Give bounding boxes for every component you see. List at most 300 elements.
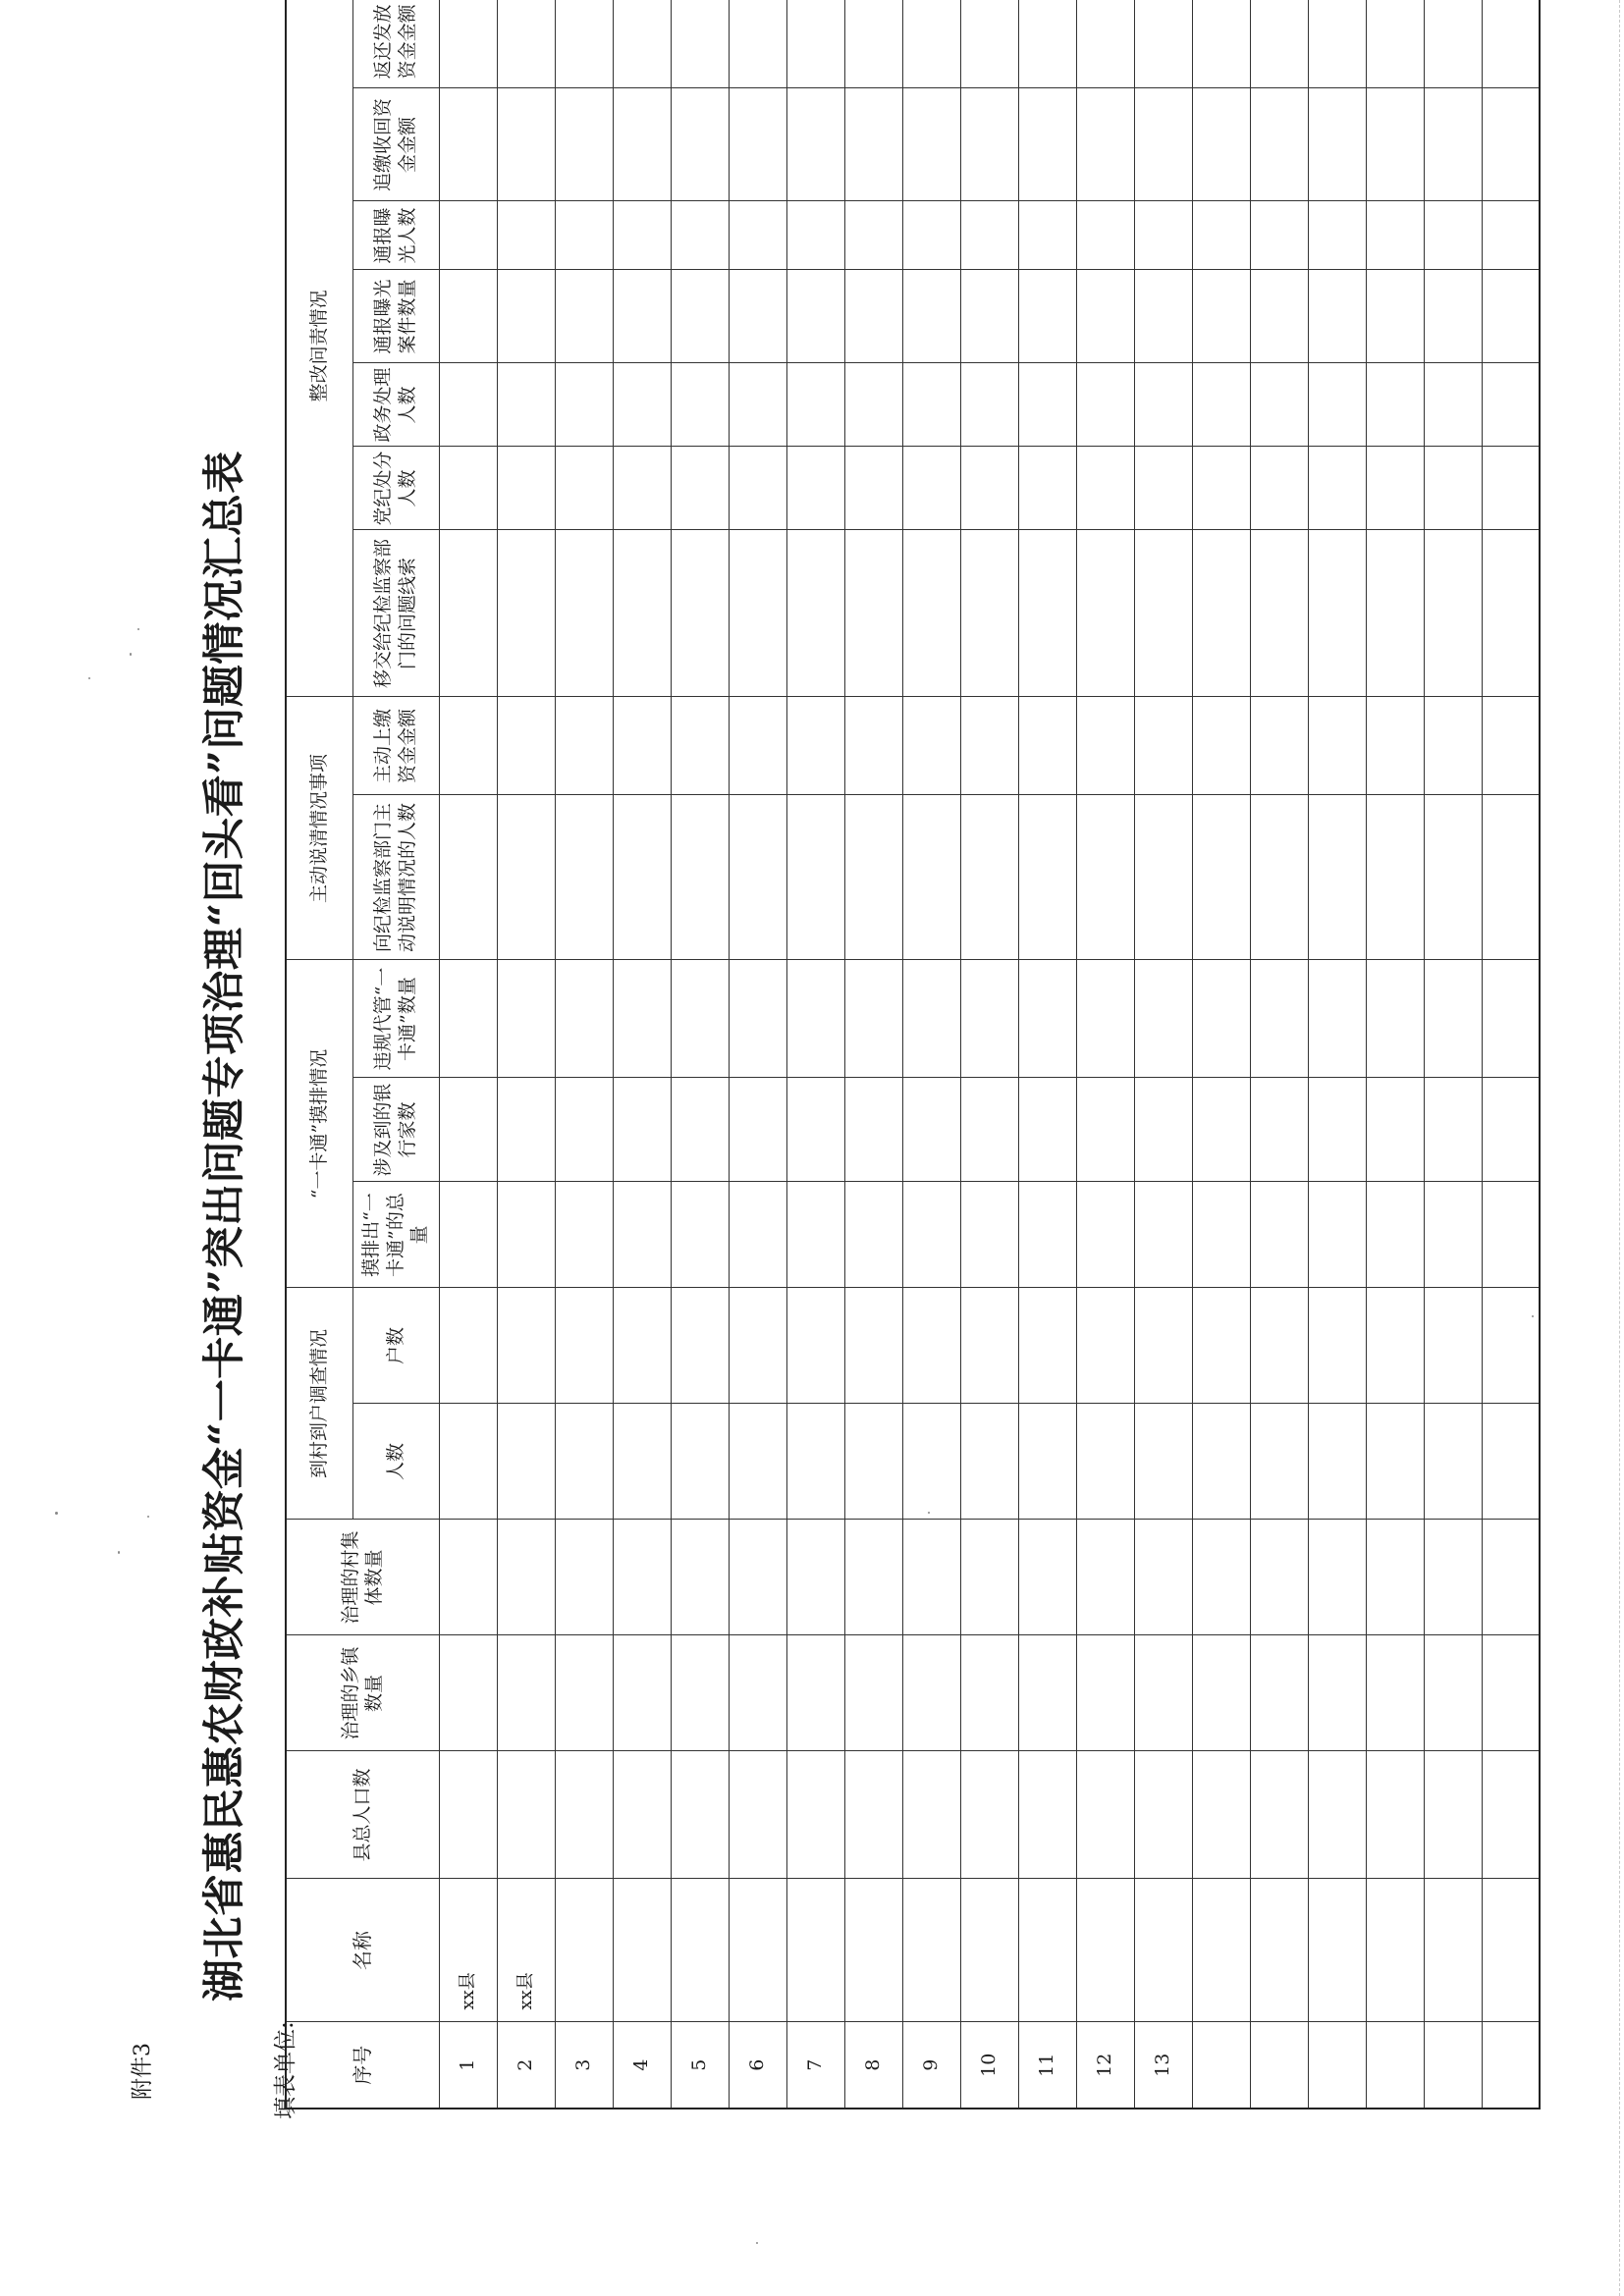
cell-empty [497, 1288, 555, 1404]
cell-empty [1076, 1288, 1134, 1404]
cell-empty [1308, 1520, 1366, 1635]
cell-empty [960, 447, 1018, 530]
cell-empty [613, 1635, 671, 1751]
scan-speck [118, 1551, 120, 1554]
table-row [1018, 0, 1076, 2109]
cell-empty [1366, 270, 1424, 363]
cell-empty [497, 201, 555, 270]
cell-empty [439, 795, 497, 960]
cell-empty [1308, 530, 1366, 697]
cell-empty [613, 88, 671, 201]
cell-empty [960, 530, 1018, 697]
cell-name [1134, 1879, 1192, 2022]
cell-empty [786, 960, 844, 1078]
cell-empty [1250, 447, 1308, 530]
cell-empty [1482, 363, 1540, 447]
cell-empty [555, 270, 613, 363]
cell-empty [1076, 1078, 1134, 1182]
cell-empty [497, 697, 555, 795]
cell-empty [729, 1288, 786, 1404]
cell-empty [902, 363, 960, 447]
cell-empty [555, 0, 613, 88]
cell-empty [1076, 201, 1134, 270]
table-row [1482, 0, 1540, 2109]
cell-empty [902, 88, 960, 201]
cell-empty [671, 1288, 729, 1404]
cell-empty [1308, 1078, 1366, 1182]
cell-empty [902, 1404, 960, 1520]
col-header-transferred-clues: 移交给纪检监察部门的问题线索 [352, 530, 439, 697]
cell-empty [1308, 363, 1366, 447]
cell-empty [844, 1635, 902, 1751]
cell-empty [786, 201, 844, 270]
cell-empty [1018, 530, 1076, 697]
cell-empty [844, 1078, 902, 1182]
cell-empty [1482, 697, 1540, 795]
table-row [613, 0, 671, 2109]
cell-empty [613, 1078, 671, 1182]
col-header-explanation-people: 向纪检监察部门主动说明情况的人数 [352, 795, 439, 960]
cell-empty [613, 1404, 671, 1520]
cell-empty [671, 363, 729, 447]
cell-empty [1424, 1635, 1482, 1751]
cell-empty [1134, 1520, 1192, 1635]
group-header-rectification: 整改问责情况 [286, 0, 352, 697]
cell-empty [613, 447, 671, 530]
cell-empty [1192, 1182, 1250, 1288]
cell-empty [960, 960, 1018, 1078]
cell-empty [902, 201, 960, 270]
cell-empty [1424, 201, 1482, 270]
cell-empty [1134, 363, 1192, 447]
cell-empty [786, 530, 844, 697]
cell-empty [1076, 1635, 1134, 1751]
cell-empty [786, 0, 844, 88]
cell-empty [439, 1751, 497, 1879]
cell-empty [1018, 201, 1076, 270]
cell-empty [671, 447, 729, 530]
summary-table [285, 0, 1541, 2109]
cell-empty [844, 447, 902, 530]
col-header-explanation-funds: 主动上缴资金金额 [352, 697, 439, 795]
cell-empty [960, 1520, 1018, 1635]
cell-empty [1250, 1288, 1308, 1404]
cell-empty [960, 697, 1018, 795]
cell-empty [1366, 1182, 1424, 1288]
cell-empty [1018, 1078, 1076, 1182]
scan-speck [137, 628, 139, 630]
cell-name [786, 1879, 844, 2022]
cell-empty [555, 1635, 613, 1751]
cell-name [1192, 1879, 1250, 2022]
cell-empty [1250, 960, 1308, 1078]
cell-empty [1076, 270, 1134, 363]
cell-seq: 5 [671, 2022, 729, 2109]
cell-empty [729, 530, 786, 697]
cell-name [960, 1879, 1018, 2022]
cell-seq: 7 [786, 2022, 844, 2109]
cell-empty [1424, 1182, 1482, 1288]
cell-empty [729, 88, 786, 201]
table-row [844, 0, 902, 2109]
cell-empty [1076, 88, 1134, 201]
attachment-label: 附件3 [131, 2043, 155, 2100]
cell-empty [497, 1635, 555, 1751]
cell-empty [729, 0, 786, 88]
cell-empty [1134, 1288, 1192, 1404]
cell-empty [1134, 697, 1192, 795]
cell-empty [1366, 1078, 1424, 1182]
cell-empty [555, 795, 613, 960]
cell-empty [1250, 1520, 1308, 1635]
group-header-voluntary-explanation: 主动说清情况事项 [286, 697, 352, 960]
cell-empty [960, 1404, 1018, 1520]
cell-empty [786, 697, 844, 795]
cell-empty [1192, 201, 1250, 270]
cell-seq: 1 [439, 2022, 497, 2109]
cell-empty [786, 1520, 844, 1635]
table-row [1076, 0, 1134, 2109]
scan-speck [756, 2242, 758, 2244]
cell-empty [497, 1182, 555, 1288]
cell-empty [786, 1078, 844, 1182]
cell-empty [1482, 530, 1540, 697]
table-row [555, 0, 613, 2109]
cell-name [729, 1879, 786, 2022]
cell-empty [844, 795, 902, 960]
cell-empty [1366, 530, 1424, 697]
cell-empty [671, 697, 729, 795]
col-header-county-population: 县总人口数 [286, 1751, 439, 1879]
cell-empty [613, 1182, 671, 1288]
cell-seq: 11 [1018, 2022, 1076, 2109]
cell-empty [1366, 1635, 1424, 1751]
cell-empty [1018, 697, 1076, 795]
cell-empty [729, 363, 786, 447]
cell-empty [497, 363, 555, 447]
cell-empty [555, 1751, 613, 1879]
cell-empty [1482, 201, 1540, 270]
cell-empty [844, 1520, 902, 1635]
table-row [439, 0, 497, 2109]
cell-name [902, 1879, 960, 2022]
cell-empty [1424, 1520, 1482, 1635]
cell-empty [729, 447, 786, 530]
cell-empty [1366, 363, 1424, 447]
cell-empty [960, 270, 1018, 363]
cell-empty [1308, 0, 1366, 88]
cell-empty [439, 1520, 497, 1635]
cell-seq: 2 [497, 2022, 555, 2109]
cell-empty [844, 1404, 902, 1520]
cell-empty [1366, 88, 1424, 201]
cell-empty [1250, 530, 1308, 697]
cell-empty [729, 1182, 786, 1288]
cell-empty [1250, 88, 1308, 201]
cell-empty [671, 201, 729, 270]
cell-empty [671, 1404, 729, 1520]
cell-empty [960, 88, 1018, 201]
cell-empty [555, 363, 613, 447]
cell-empty [786, 447, 844, 530]
cell-empty [1424, 1288, 1482, 1404]
cell-empty [1308, 1751, 1366, 1879]
cell-empty [729, 1520, 786, 1635]
cell-empty [613, 1520, 671, 1635]
cell-empty [1018, 1635, 1076, 1751]
cell-empty [902, 447, 960, 530]
cell-empty [1134, 447, 1192, 530]
cell-empty [786, 363, 844, 447]
cell-empty [1308, 1288, 1366, 1404]
cell-empty [1308, 697, 1366, 795]
cell-empty [1308, 447, 1366, 530]
cell-empty [439, 447, 497, 530]
cell-seq: 10 [960, 2022, 1018, 2109]
cell-empty [1366, 201, 1424, 270]
cell-empty [786, 1288, 844, 1404]
cell-empty [439, 270, 497, 363]
cell-empty [613, 270, 671, 363]
cell-empty [613, 697, 671, 795]
table-row [729, 0, 786, 2109]
table-row [1366, 0, 1424, 2109]
cell-empty [1424, 960, 1482, 1078]
cell-empty [671, 1078, 729, 1182]
cell-empty [497, 1404, 555, 1520]
cell-empty [555, 201, 613, 270]
cell-seq [1250, 2022, 1308, 2109]
cell-empty [439, 960, 497, 1078]
cell-empty [729, 1078, 786, 1182]
cell-empty [1076, 697, 1134, 795]
cell-seq [1366, 2022, 1424, 2109]
cell-empty [1308, 1635, 1366, 1751]
cell-empty [960, 795, 1018, 960]
cell-empty [439, 88, 497, 201]
cell-empty [902, 0, 960, 88]
cell-empty [1482, 1635, 1540, 1751]
cell-name [1424, 1879, 1482, 2022]
cell-empty [1424, 270, 1482, 363]
cell-empty [844, 530, 902, 697]
cell-name: xx县 [497, 1879, 555, 2022]
cell-empty [439, 0, 497, 88]
cell-empty [1134, 1751, 1192, 1879]
cell-empty [786, 1404, 844, 1520]
cell-empty [844, 0, 902, 88]
cell-empty [613, 363, 671, 447]
cell-empty [786, 795, 844, 960]
cell-empty [1424, 1404, 1482, 1520]
cell-empty [902, 530, 960, 697]
cell-empty [555, 1404, 613, 1520]
cell-empty [497, 530, 555, 697]
cell-empty [1424, 795, 1482, 960]
cell-seq [1424, 2022, 1482, 2109]
cell-empty [1192, 795, 1250, 960]
cell-empty [1076, 960, 1134, 1078]
cell-empty [1192, 1078, 1250, 1182]
cell-empty [902, 1182, 960, 1288]
cell-empty [1076, 795, 1134, 960]
cell-empty [844, 960, 902, 1078]
group-header-visit-survey: 到村到户调查情况 [286, 1288, 352, 1520]
cell-seq: 3 [555, 2022, 613, 2109]
cell-empty [671, 960, 729, 1078]
cell-empty [1308, 201, 1366, 270]
cell-empty [1076, 363, 1134, 447]
cell-empty [1482, 1520, 1540, 1635]
table-row [1134, 0, 1192, 2109]
cell-empty [1250, 0, 1308, 88]
cell-empty [960, 201, 1018, 270]
cell-empty [671, 0, 729, 88]
cell-empty [1192, 697, 1250, 795]
col-header-visit-households: 户数 [352, 1288, 439, 1404]
cell-empty [844, 363, 902, 447]
cell-name [1482, 1879, 1540, 2022]
cell-empty [1250, 795, 1308, 960]
cell-empty [1482, 270, 1540, 363]
cell-empty [1250, 1751, 1308, 1879]
cell-empty [1018, 795, 1076, 960]
cell-empty [439, 1404, 497, 1520]
col-header-exposed-cases: 通报曝光案件数量 [352, 270, 439, 363]
col-header-card-total: 摸排出“一卡通”的总量 [352, 1182, 439, 1288]
cell-empty [497, 88, 555, 201]
cell-empty [1076, 1404, 1134, 1520]
cell-empty [497, 960, 555, 1078]
cell-empty [497, 1520, 555, 1635]
cell-empty [671, 1182, 729, 1288]
cell-empty [1192, 88, 1250, 201]
cell-empty [1424, 0, 1482, 88]
cell-empty [1366, 1404, 1424, 1520]
cell-empty [1482, 88, 1540, 201]
cell-empty [1192, 1751, 1250, 1879]
cell-empty [439, 363, 497, 447]
cell-empty [1076, 1751, 1134, 1879]
cell-empty [613, 960, 671, 1078]
cell-empty [1018, 1520, 1076, 1635]
cell-empty [844, 697, 902, 795]
cell-name [555, 1879, 613, 2022]
cell-name [613, 1879, 671, 2022]
cell-empty [671, 88, 729, 201]
cell-empty [1076, 1520, 1134, 1635]
cell-empty [613, 795, 671, 960]
cell-name [671, 1879, 729, 2022]
cell-empty [1018, 88, 1076, 201]
cell-empty [555, 1078, 613, 1182]
cell-empty [555, 1520, 613, 1635]
cell-empty [729, 201, 786, 270]
cell-empty [1018, 960, 1076, 1078]
cell-empty [1134, 88, 1192, 201]
cell-empty [1192, 1288, 1250, 1404]
cell-empty [1192, 1520, 1250, 1635]
cell-empty [1018, 447, 1076, 530]
cell-empty [1250, 1078, 1308, 1182]
cell-empty [786, 1182, 844, 1288]
cell-empty [1482, 0, 1540, 88]
cell-empty [902, 1635, 960, 1751]
cell-empty [497, 0, 555, 88]
cell-empty [1134, 0, 1192, 88]
cell-seq [1192, 2022, 1250, 2109]
cell-empty [1366, 960, 1424, 1078]
cell-empty [729, 270, 786, 363]
cell-empty [729, 1404, 786, 1520]
cell-empty [1482, 960, 1540, 1078]
cell-empty [844, 1182, 902, 1288]
group-header-card-investigation: “一卡通”摸排情况 [286, 960, 352, 1288]
cell-empty [497, 270, 555, 363]
cell-empty [786, 1751, 844, 1879]
cell-empty [1424, 88, 1482, 201]
cell-empty [555, 1288, 613, 1404]
cell-empty [844, 88, 902, 201]
cell-empty [1482, 1288, 1540, 1404]
cell-empty [1018, 1751, 1076, 1879]
cell-empty [960, 1182, 1018, 1288]
table-row [497, 0, 555, 2109]
cell-empty [1250, 270, 1308, 363]
cell-empty [1134, 1078, 1192, 1182]
col-header-card-illegal-custody: 违规代管“一卡通”数量 [352, 960, 439, 1078]
cell-empty [1366, 1520, 1424, 1635]
cell-empty [844, 270, 902, 363]
col-header-exposed-people: 通报曝光人数 [352, 201, 439, 270]
cell-empty [1482, 1182, 1540, 1288]
cell-empty [671, 270, 729, 363]
cell-empty [1076, 447, 1134, 530]
cell-empty [439, 530, 497, 697]
cell-empty [497, 795, 555, 960]
table-row [671, 0, 729, 2109]
cell-seq: 9 [902, 2022, 960, 2109]
cell-empty [439, 697, 497, 795]
cell-empty [729, 1635, 786, 1751]
cell-empty [1076, 530, 1134, 697]
table-row [902, 0, 960, 2109]
page-title: 湖北省惠民惠农财政补贴资金“一卡通”突出问题专项治理“回头看”问题情况汇总表 [200, 451, 249, 2002]
cell-empty [1482, 1078, 1540, 1182]
cell-empty [1424, 363, 1482, 447]
cell-empty [960, 1288, 1018, 1404]
table-row [786, 0, 844, 2109]
cell-seq [1308, 2022, 1366, 2109]
cell-empty [555, 697, 613, 795]
cell-empty [1018, 1182, 1076, 1288]
cell-name [844, 1879, 902, 2022]
cell-empty [786, 1635, 844, 1751]
cell-empty [671, 530, 729, 697]
cell-empty [613, 1288, 671, 1404]
cell-empty [555, 88, 613, 201]
cell-empty [1134, 1404, 1192, 1520]
col-header-village-collectives: 治理的村集体数量 [286, 1520, 439, 1635]
cell-empty [729, 697, 786, 795]
table-row [1192, 0, 1250, 2109]
cell-empty [1192, 1404, 1250, 1520]
cell-empty [613, 530, 671, 697]
cell-empty [902, 1751, 960, 1879]
table-row [1250, 0, 1308, 2109]
cell-empty [1018, 0, 1076, 88]
cell-empty [729, 1751, 786, 1879]
